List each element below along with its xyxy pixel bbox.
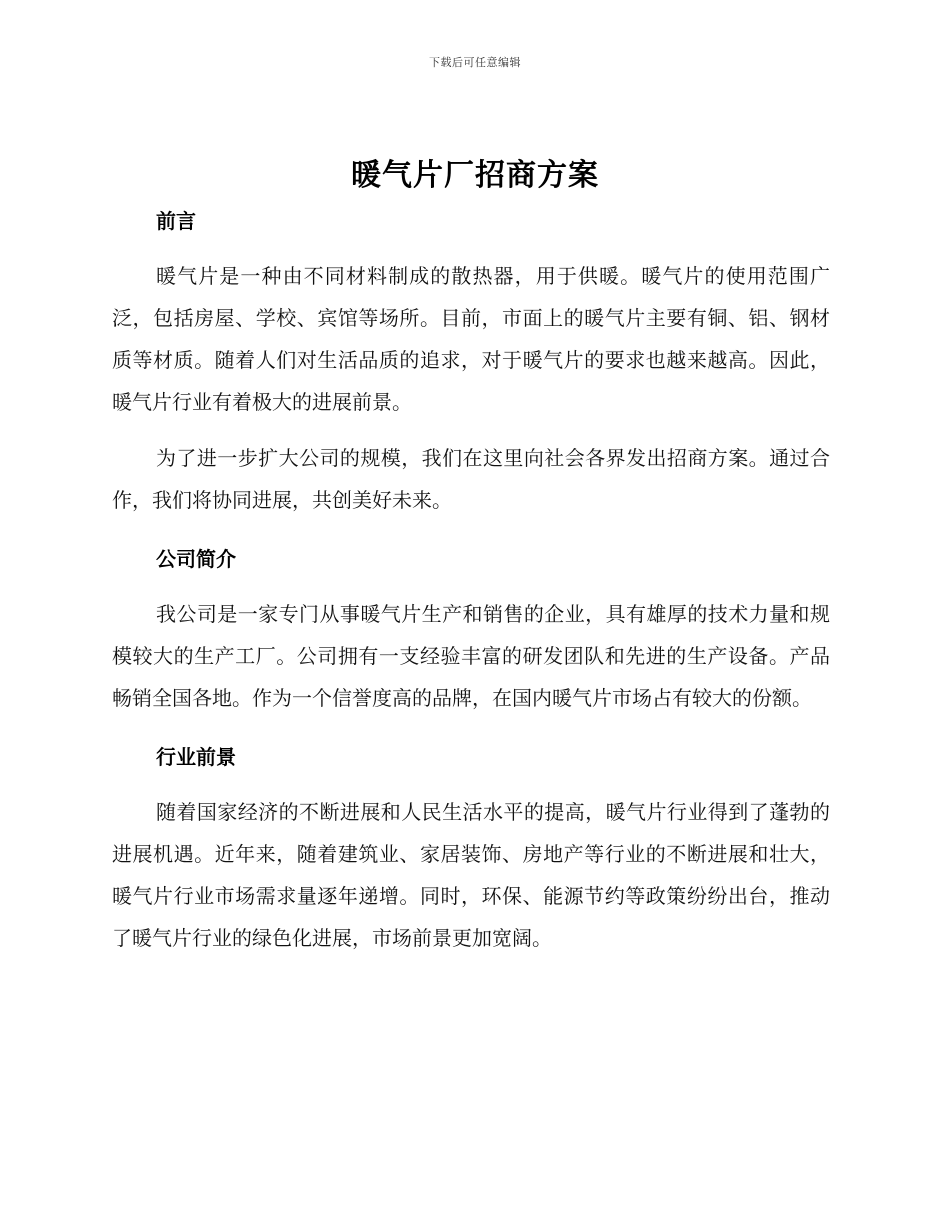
section-preface — [112, 203, 830, 521]
section-company-intro — [112, 541, 830, 719]
paragraph: 为了进一步扩大公司的规模，我们在这里向社会各界发出招商方案。通过合作，我们将协同进展，共创美好未来。 — [112, 446, 830, 512]
section-industry-outlook — [112, 739, 830, 959]
paragraph: 我公司是一家专门从事暖气片生产和销售的企业，具有雄厚的技术力量和规模较大的生产工厂。公司拥有一支经验丰富的研发团队和先进的生产设备。产品畅销全国各地。作为一个信誉度高的品牌，在国内暖气片市场占有较大的份额。 — [112, 602, 830, 710]
section-heading: 行业前景 — [156, 745, 236, 769]
paragraph: 暖气片是一种由不同材料制成的散热器，用于供暖。暖气片的使用范围广泛，包括房屋、学校、宾馆等场所。目前，市面上的暖气片主要有铜、铝、钢材质等材质。随着人们对生活品质的追求，对于暖气片的要求也越来越高。因此，暖气片行业有着极大的进展前景。 — [112, 264, 830, 414]
paragraph: 随着国家经济的不断进展和人民生活水平的提高，暖气片行业得到了蓬勃的进展机遇。近年来，随着建筑业、家居装饰、房地产等行业的不断进展和壮大，暖气片行业市场需求量逐年递增。同时，环保、能源节约等政策纷纷出台，推动了暖气片行业的绿色化进展，市场前景更加宽阔。 — [112, 800, 830, 950]
section-heading: 公司简介 — [156, 547, 236, 571]
section-heading: 前言 — [156, 209, 196, 233]
document-body — [112, 203, 830, 959]
document-title: 暖气片厂招商方案 — [351, 158, 599, 193]
header-note: 下载后可任意编辑 — [429, 56, 521, 69]
